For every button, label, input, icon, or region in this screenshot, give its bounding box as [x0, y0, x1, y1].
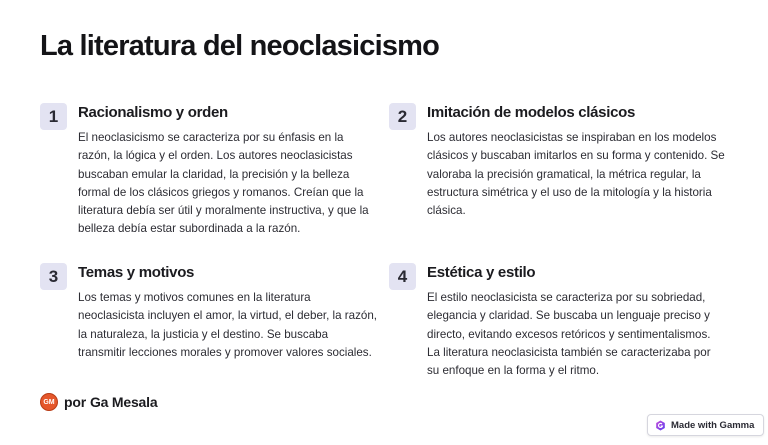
- card-body: El neoclasicismo se caracteriza por su énfasis en la razón, la lógica y el orden. Los autores neoclasicistas buscaban emular la claridad, la precisión y la belleza formal de los clásicos griegos y romanos. Creían que la literatura debía ser útil y moralmente instructiva, y que la belleza debía estar subordinada a la razón.: [78, 131, 369, 236]
- card-number: 2: [389, 103, 416, 130]
- card-title: Temas y motivos: [78, 264, 195, 281]
- made-with-gamma-button[interactable]: [647, 414, 764, 436]
- card-body: Los autores neoclasicistas se inspiraban en los modelos clásicos y buscaban imitarlos en su forma y contenido. Se valoraba la precisión gramatical, la métrica regular, la estructura simétrica y el uso de la mitología y la historia clásica.: [427, 131, 725, 218]
- badge-label: Made with Gamma: [671, 419, 755, 431]
- avatar[interactable]: GM: [40, 393, 58, 411]
- card-body: Los temas y motivos comunes en la literatura neoclasicista incluyen el amor, la virtud, el deber, la razón, la naturaleza, la justicia y el destino. Se buscaba transmitir lecciones morales y promover valores sociales.: [78, 291, 378, 359]
- author-by: por: [64, 394, 86, 410]
- author-credit[interactable]: [40, 393, 157, 411]
- card-number: 1: [40, 103, 67, 130]
- card-body: El estilo neoclasicista se caracteriza por su sobriedad, elegancia y claridad. Se buscaba un lenguaje preciso y directo, evitando excesos retóricos y sentimentalismos. La literatura neoclasicista también se caracterizaba por su enfoque en la forma y el ritmo.: [427, 291, 711, 378]
- gamma-logo-icon: [655, 420, 666, 431]
- author-name: Ga Mesala: [89, 394, 158, 410]
- card-title: Estética y estilo: [427, 264, 536, 281]
- card-title: Imitación de modelos clásicos: [427, 104, 636, 121]
- page-title: La literatura del neoclasicismo: [40, 30, 440, 62]
- author-label: [64, 394, 157, 410]
- card-title: Racionalismo y orden: [78, 104, 228, 121]
- card-number: 4: [389, 263, 416, 290]
- card-number: 3: [40, 263, 67, 290]
